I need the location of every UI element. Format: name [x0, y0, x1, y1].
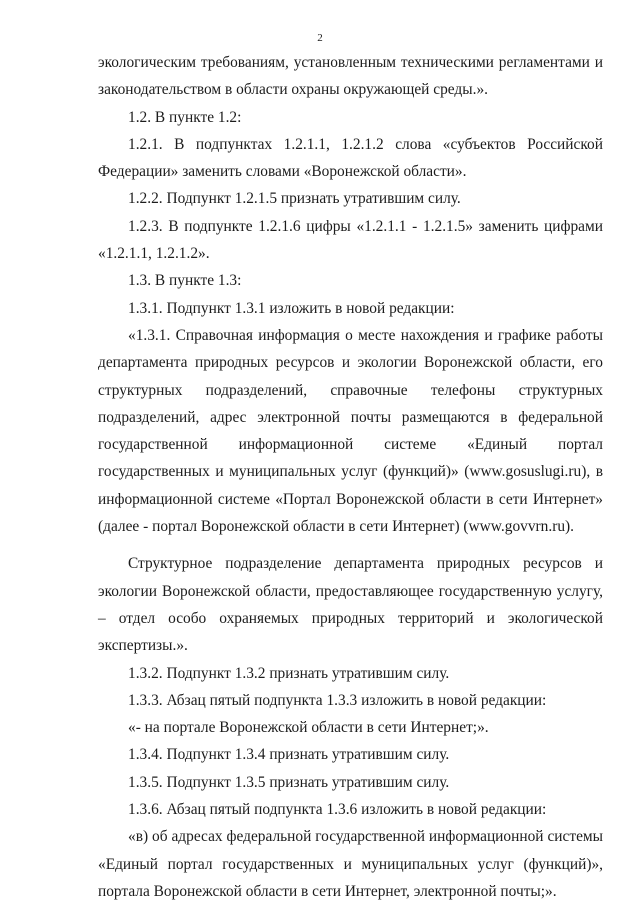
page-number: 2	[317, 32, 323, 44]
paragraph: 1.3.4. Подпункт 1.3.4 признать утратившим силу.	[128, 746, 450, 764]
paragraph: 1.3.3. Абзац пятый подпункта 1.3.3 изложить в новой редакции:	[128, 691, 547, 709]
paragraph: 1.3.5. Подпункт 1.3.5 признать утратившим силу.	[128, 773, 450, 791]
paragraph: «в) об адресах федеральной государственной информационной системы «Единый портал государственных и муниципальных услуг (функций)», портала Воронежской области в сети Интернет, электронной почты;».	[98, 828, 603, 900]
paragraph: 1.3.1. Подпункт 1.3.1 изложить в новой редакции:	[128, 299, 455, 317]
paragraph: 1.2. В пункте 1.2:	[128, 108, 242, 126]
paragraph: 1.3. В пункте 1.3:	[128, 272, 242, 290]
paragraph: экологическим требованиям, установленным техническими регламентами и законодательством в области охраны окружающей среды.».	[98, 54, 603, 99]
document-body	[98, 49, 603, 905]
paragraph: «1.3.1. Справочная информация о месте нахождения и графике работы департамента природных ресурсов и экологии Воронежской области, его структурных подразделений, справочные телефоны структурных подразделений, адрес электронной почты размещаются в федеральной государственной информационной системе «Единый портал государственных и муниципальных услуг (функций)» (www.gosuslugi.ru), в информационной системе «Портал Воронежской области в сети Интернет» (далее - портал Воронежской области в сети Интернет) (www.govvrn.ru).	[98, 326, 603, 536]
paragraph: 1.2.1. В подпунктах 1.2.1.1, 1.2.1.2 слова «субъектов Российской Федерации» заменить словами «Воронежской области».	[98, 135, 603, 181]
paragraph: Структурное подразделение департамента природных ресурсов и экологии Воронежской области, предоставляющее государственную услугу, – отдел особо охраняемых природных территорий и экологической экспертизы.».	[98, 555, 603, 655]
paragraph: 1.2.2. Подпункт 1.2.1.5 признать утратившим силу.	[128, 190, 461, 208]
paragraph: 1.3.2. Подпункт 1.3.2 признать утратившим силу.	[128, 664, 450, 682]
paragraph: «- на портале Воронежской области в сети Интернет;».	[128, 719, 489, 737]
paragraph: 1.2.3. В подпункте 1.2.1.6 цифры «1.2.1.1 - 1.2.1.5» заменить цифрами «1.2.1.1, 1.2.1.2».	[98, 217, 603, 263]
paragraph: 1.3.6. Абзац пятый подпункта 1.3.6 изложить в новой редакции:	[128, 801, 547, 819]
